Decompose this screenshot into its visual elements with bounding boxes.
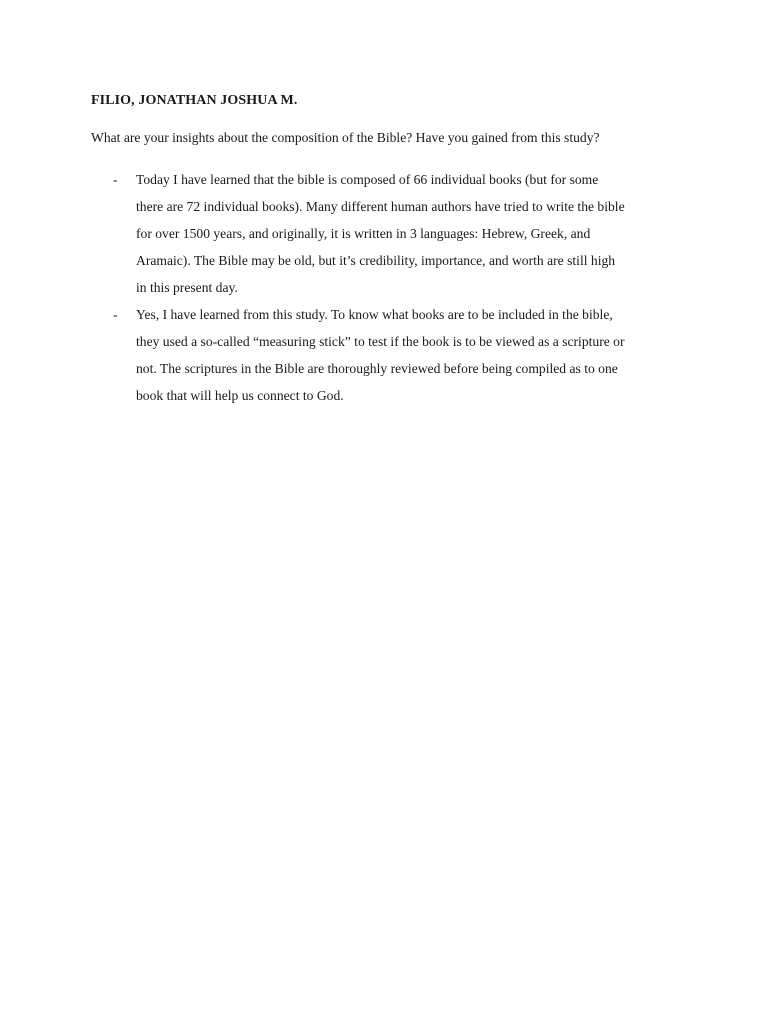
answer-paragraph <box>136 166 684 301</box>
text-line: book that will help us connect to God. <box>136 388 344 403</box>
author-name: FILIO, JONATHAN JOSHUA M. <box>91 93 298 108</box>
answer-list <box>0 166 768 409</box>
text-line: in this present day. <box>136 280 238 295</box>
answer-paragraph <box>136 301 684 409</box>
text-line: there are 72 individual books). Many different human authors have tried to write the bible <box>136 199 625 214</box>
text-line: Aramaic). The Bible may be old, but it’s credibility, importance, and worth are still high <box>136 253 616 268</box>
list-bullet: - <box>113 172 118 187</box>
text-line: they used a so-called “measuring stick” to test if the book is to be viewed as a scripture or <box>136 334 625 349</box>
text-line: Yes, I have learned from this study. To know what books are to be included in the bible, <box>136 307 613 322</box>
list-item <box>0 301 768 409</box>
list-item <box>0 166 768 301</box>
list-bullet: - <box>113 307 118 322</box>
text-line: for over 1500 years, and originally, it is written in 3 languages: Hebrew, Greek, and <box>136 226 591 241</box>
text-line: Today I have learned that the bible is composed of 66 individual books (but for some <box>136 172 599 187</box>
question-text: What are your insights about the composition of the Bible? Have you gained from this study? <box>91 130 600 145</box>
text-line: not. The scriptures in the Bible are thoroughly reviewed before being compiled as to one <box>136 361 618 376</box>
